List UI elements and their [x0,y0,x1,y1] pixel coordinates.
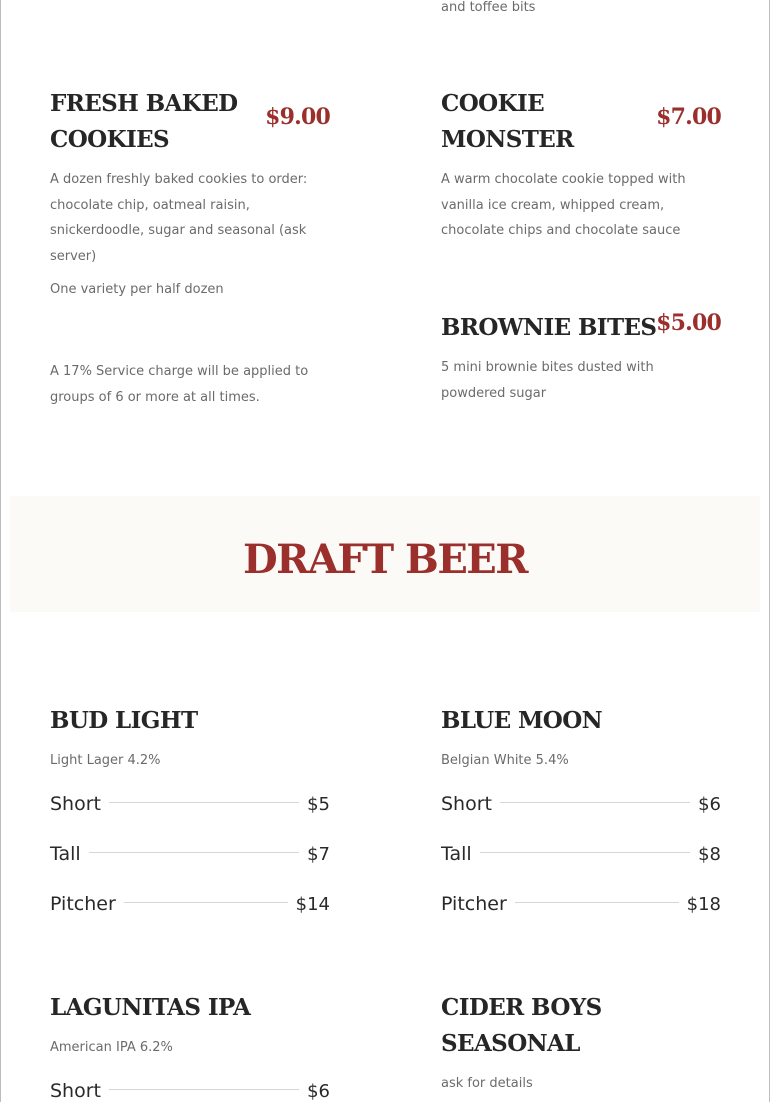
beer-name: LAGUNITAS IPA [50,994,251,1021]
size-price: $6 [698,793,721,815]
size-price: $18 [686,893,721,915]
item-name: BROWNIE BITES [441,314,657,341]
menu-item-cookie-monster [441,86,721,166]
beer-item-bud-light [50,703,330,933]
beer-style: Light Lager 4.2% [50,753,161,768]
size-row-short [50,791,330,817]
size-price: $5 [307,793,330,815]
size-price: $14 [295,893,330,915]
size-row-short [50,1078,330,1102]
service-line: A 17% Service charge will be applied to [50,364,309,379]
service-line: groups of 6 or more at all times. [50,389,260,405]
size-price: $7 [307,843,330,865]
leader-line [124,902,288,903]
variety-note: One variety per half dozen [50,282,224,297]
desc-line: chocolate chip, oatmeal raisin, [50,197,250,213]
menu-item-cookies [50,86,330,166]
cookies-note [50,277,330,303]
beer-name-line1: CIDER BOYS [441,994,602,1021]
desc-line: chocolate chips and chocolate sauce [441,223,681,238]
desc-line: A dozen freshly baked cookies to order: [50,172,308,187]
item-price: $7.00 [656,104,721,130]
size-label: Tall [441,843,472,865]
item-price: $5.00 [656,310,721,336]
desc-line: snickerdoodle, sugar and seasonal (ask [50,223,307,238]
size-label: Pitcher [50,893,116,915]
desc-line: A warm chocolate cookie topped with [441,172,686,187]
beer-item-blue-moon [441,703,721,933]
leader-line [500,802,690,803]
size-price: $8 [698,843,721,865]
item-name-line1: COOKIE [441,90,545,117]
service-charge-note [50,359,330,410]
desc-line: 5 mini brownie bites dusted with [441,360,654,375]
size-label: Short [50,1080,101,1102]
leader-line [480,852,690,853]
cookies-description [50,167,330,269]
beer-name: BLUE MOON [441,707,603,734]
beer-name: BUD LIGHT [50,707,198,734]
beer-style: Belgian White 5.4% [441,753,569,768]
beer-style: ask for details [441,1076,533,1091]
cookie-monster-description [441,167,721,244]
beer-item-cider-boys [441,990,721,1102]
fragment-text: and toffee bits [441,0,536,15]
size-row-tall [441,841,721,867]
size-label: Short [441,793,492,815]
beer-style: American IPA 6.2% [50,1040,173,1055]
section-title: DRAFT BEER [242,536,528,583]
item-price: $9.00 [265,104,330,130]
desc-line: vanilla ice cream, whipped cream, [441,197,665,213]
leader-line [109,802,299,803]
beer-item-lagunitas-ipa [50,990,330,1102]
desc-line: powdered sugar [441,385,547,401]
toffee-fragment [441,0,721,21]
beer-name-line2: SEASONAL [441,1030,580,1057]
leader-line [515,902,679,903]
item-name-line1: FRESH BAKED [50,90,238,117]
size-row-short [441,791,721,817]
leader-line [109,1089,299,1090]
menu-item-brownie-bites [441,310,721,350]
size-row-pitcher [441,891,721,917]
size-label: Pitcher [441,893,507,915]
desc-line: server) [50,248,97,264]
size-price: $6 [307,1080,330,1102]
item-name-line2: COOKIES [50,126,170,153]
size-label: Tall [50,843,81,865]
item-name-line2: MONSTER [441,126,574,153]
brownie-description [441,355,721,406]
size-label: Short [50,793,101,815]
size-row-pitcher [50,891,330,917]
size-row-tall [50,841,330,867]
leader-line [89,852,299,853]
